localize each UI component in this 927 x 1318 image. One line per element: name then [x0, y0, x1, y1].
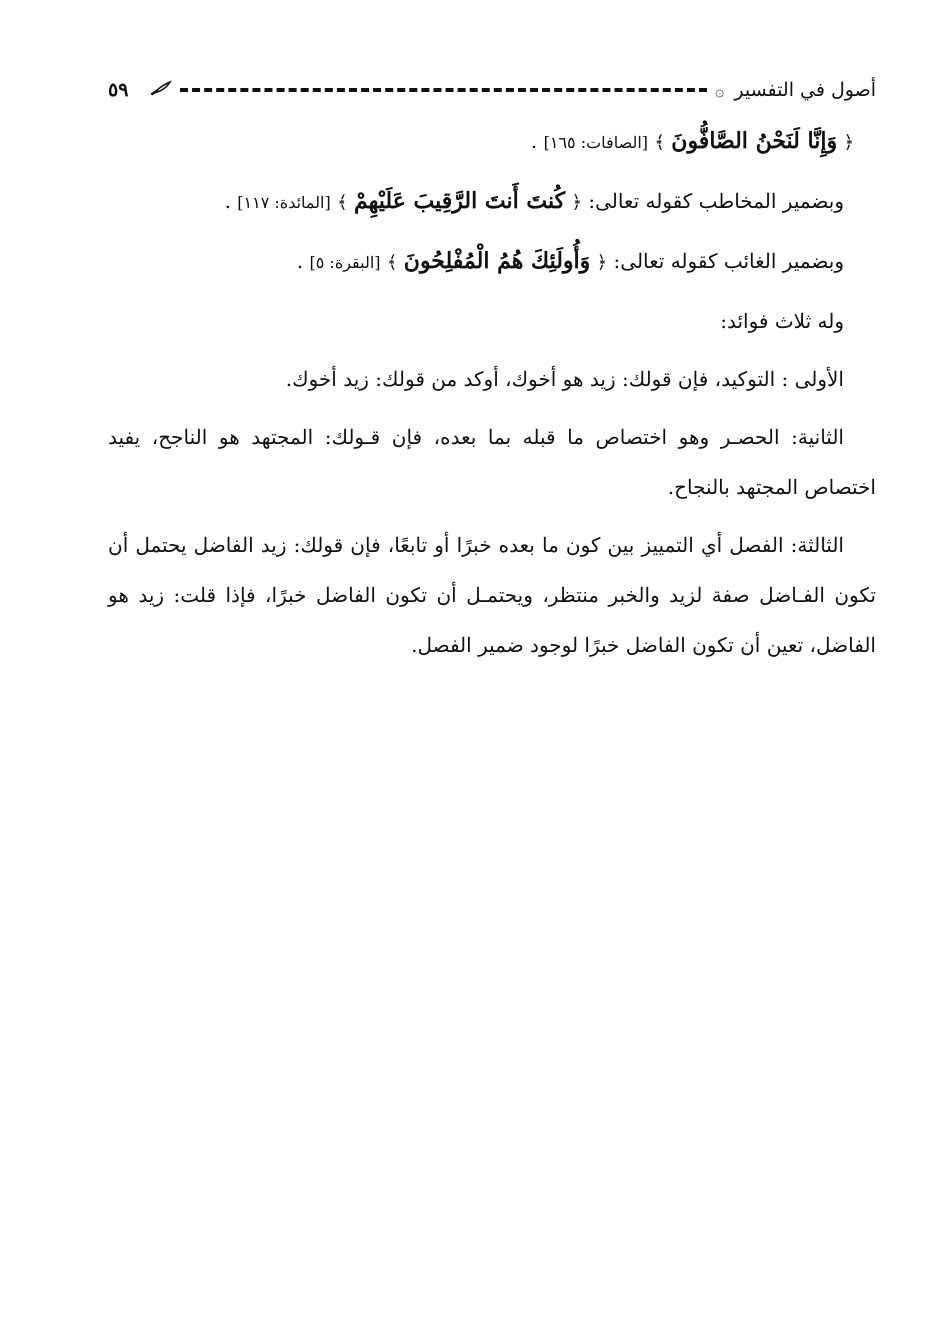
period: . — [296, 249, 310, 273]
quran-close-bracket: ﴾ — [386, 252, 398, 273]
page-body — [108, 116, 876, 670]
verse-reference: [المائدة: ١١٧] — [237, 193, 331, 212]
paragraph-text: وبضمير الغائب كقوله تعالى: — [607, 249, 844, 273]
quran-open-bracket: ﴿ — [571, 192, 582, 213]
quill-pen-icon — [150, 80, 172, 100]
ornament-icon: ۞ — [715, 80, 725, 100]
book-title: أصول في التفسير — [734, 79, 876, 101]
quran-open-bracket: ﴿ — [843, 132, 854, 153]
paragraph-text: وبضمير المخاطب كقوله تعالى: — [581, 189, 844, 213]
verse-reference: [البقرة: ٥] — [309, 253, 381, 272]
quran-close-bracket: ﴾ — [337, 192, 348, 213]
paragraph-third-person — [108, 236, 876, 288]
quran-open-bracket: ﴿ — [596, 252, 608, 273]
paragraph-second-benefit: الثانية: الحصـر وهو اختصاص ما قبله بما بعده، فإن قـولك: المجتهد هو الناجح، يفيد اختصاص المجتهد بالنجاح. — [108, 425, 876, 499]
quran-close-bracket: ﴾ — [654, 132, 665, 153]
paragraph-second-person — [108, 176, 876, 228]
paragraph-three-benefits: وله ثلاث فوائد: — [720, 309, 844, 333]
verse-reference: [الصافات: ١٦٥] — [543, 133, 649, 152]
paragraph-third-benefit: الثالثة: الفصل أي التمييز بين كون ما بعده خبرًا أو تابعًا، فإن قولك: زيد الفاضل يحتمل أن تكون الفـاضل صفة لزيد والخبر منتظر، ويحتمـل أن تكون الفاضل خبرًا، فإذا قلت: زيد هو الفاضل، تعين أن تكون الفاضل خبرًا لوجود ضمير الفصل. — [108, 533, 876, 657]
paragraph-first-benefit: الأولى : التوكيد، فإن قولك: زيد هو أخوك، أوكد من قولك: زيد أخوك. — [285, 367, 844, 391]
period: . — [530, 129, 544, 153]
page-number: ٥٩ — [108, 79, 129, 101]
quran-verse: كُنتَ أَنتَ الرَّقِيبَ عَلَيْهِمْ — [354, 188, 566, 214]
quran-verse: وَأُولَئِكَ هُمُ الْمُفْلِحُونَ — [403, 248, 591, 274]
quran-verse: وَإِنَّا لَنَحْنُ الصَّافُّونَ — [671, 128, 838, 154]
header-dashed-rule — [180, 88, 707, 92]
period: . — [224, 189, 238, 213]
paragraph-ayah-saffat — [108, 116, 854, 168]
running-header — [108, 76, 876, 104]
